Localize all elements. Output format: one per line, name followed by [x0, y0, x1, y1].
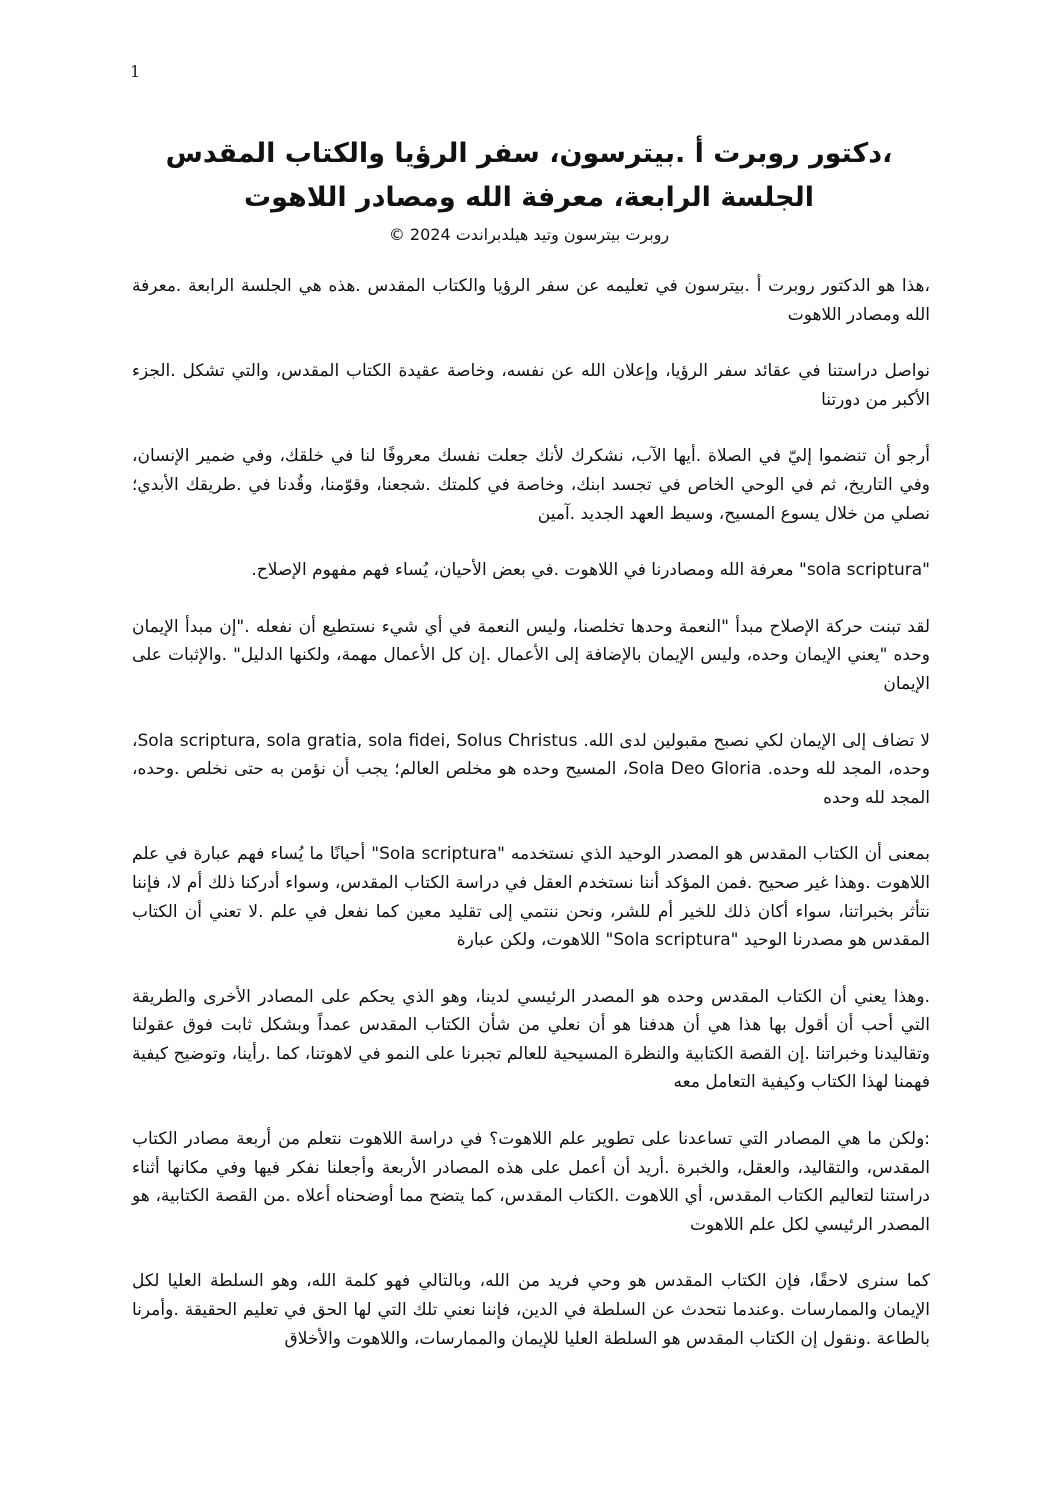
- paragraph-sola-scriptura-intro: "sola scriptura" معرفة الله ومصادرنا في اللاهوت .في بعض الأحيان، يُساء فهم مفهوم الإصلاح.: [251, 560, 930, 581]
- paragraph-intro: ،هذا هو الدكتور روبرت أ .بيترسون في تعليمه عن سفر الرؤيا والكتاب المقدس .هذه هي الجلسة الرابعة .معرفة الله ومصادر اللاهوت: [132, 276, 930, 325]
- title-line-1: ،دكتور روبرت أ .بيترسون، سفر الرؤيا والكتاب المقدس: [165, 138, 893, 169]
- document-header: [120, 132, 938, 248]
- document-body: [132, 272, 930, 1381]
- title-line-2: الجلسة الرابعة، معرفة الله ومصادر اللاهوت: [243, 182, 815, 213]
- page-number: 1: [130, 62, 141, 81]
- paragraph-supreme-authority: كما سنرى لاحقًا، فإن الكتاب المقدس هو وحي فريد من الله، وبالتالي فهو كلمة الله، وهو السلطة العليا لكل الإيمان والممارسات .وعندما نتحدث عن السلطة في الدين، فإننا نعني تلك التي لها الحق في تعليم الحقيقة .وأمرنا بالطاعة .ونقول إن الكتاب المقدس هو السلطة العليا للإيمان والممارسات، واللاهوت والأخلاق: [132, 1271, 930, 1349]
- paragraph-reformation-principles: لقد تبنت حركة الإصلاح مبدأ "النعمة وحدها تخلصنا، وليس النعمة في أي شيء نستطيع أن نفعله ."إن مبدأ الإيمان وحده "يعني الإيمان وحده، وليس الإيمان بالإضافة إلى الأعمال .إن كل الأعمال مهمة، ولكنها الدليل" .والإثبات على الإيمان: [132, 616, 930, 694]
- paragraph-primary-source: .وهذا يعني أن الكتاب المقدس وحده هو المصدر الرئيسي لدينا، وهو الذي يحكم على المصادر الأخرى والطريقة التي أحب أن أقول بها هذا هي أن هدفنا هو أن نعلي من شأن الكتاب المقدس عمداً وبشكل ثابت فوق عقولنا وتقاليدنا وخبراتنا .إن القصة الكتابية والنظرة المسيحية للعالم تجبرنا على النمو في لاهوتنا، كما .رأينا، وتوضيح كيفية فهمنا لهذا الكتاب وكيفية التعامل معه: [132, 986, 930, 1093]
- paragraph-five-solas: لا تضاف إلى الإيمان لكي نصبح مقبولين لدى الله. Sola scriptura, sola gratia, sola fidei, Solus Christus، وحده، المجد لله وحده. Sola Deo Gloria، المسيح وحده هو مخلص العالم؛ يجب أن نؤمن به حتى نخلص .وحده، المجد لله وحده: [132, 730, 930, 808]
- paragraph-course-continuation: نواصل دراستنا في عقائد سفر الرؤيا، وإعلان الله عن نفسه، وخاصة عقيدة الكتاب المقدس، والتي تشكل .الجزء الأكبر من دورتنا: [132, 361, 930, 410]
- paragraph-prayer: أرجو أن تنضموا إليّ في الصلاة .أيها الآب، نشكرك لأنك جعلت نفسك معروفًا لنا في خلقك، وفي ضمير الإنسان، وفي التاريخ، ثم في الوحي الخاص في تجسد ابنك، وخاصة في كلمتك .شجعنا، وقوّمنا، وقُدنا في .طريقك الأبدي؛ نصلي من خلال يسوع المسيح، وسيط العهد الجديد .آمين: [132, 446, 930, 524]
- paragraph-misunderstanding: بمعنى أن الكتاب المقدس هو المصدر الوحيد الذي نستخدمه "Sola scriptura" أحيانًا ما يُساء فهم عبارة في علم اللاهوت .وهذا غير صحيح .فمن المؤكد أننا نستخدم العقل في دراسة الكتاب المقدس، وسواء أدركنا ذلك أم لا، فإننا نتأثر بخبراتنا، سواء أكان ذلك للخير أم للشر، ونحن ننتمي إلى تقليد معين كما نفعل في علم .لا تعني أن الكتاب المقدس هو مصدرنا الوحيد "Sola scriptura" اللاهوت، ولكن عبارة: [132, 844, 931, 951]
- copyright-line: روبرت بيترسون وتيد هيلدبراندت 2024 ©: [388, 225, 670, 244]
- paragraph-four-sources: :ولكن ما هي المصادر التي تساعدنا على تطوير علم اللاهوت؟ في دراسة اللاهوت نتعلم من أربعة مصادر الكتاب المقدس، والتقاليد، والعقل، والخبرة .أريد أن أعمل على هذه المصادر الأربعة وأجعلنا نفكر فيها وفي مكانها أثناء دراستنا لتعاليم الكتاب المقدس، أي اللاهوت .الكتاب المقدس، كما يتضح مما أوضحناه أعلاه .من القصة الكتابية، هو المصدر الرئيسي لكل علم اللاهوت: [132, 1129, 930, 1235]
